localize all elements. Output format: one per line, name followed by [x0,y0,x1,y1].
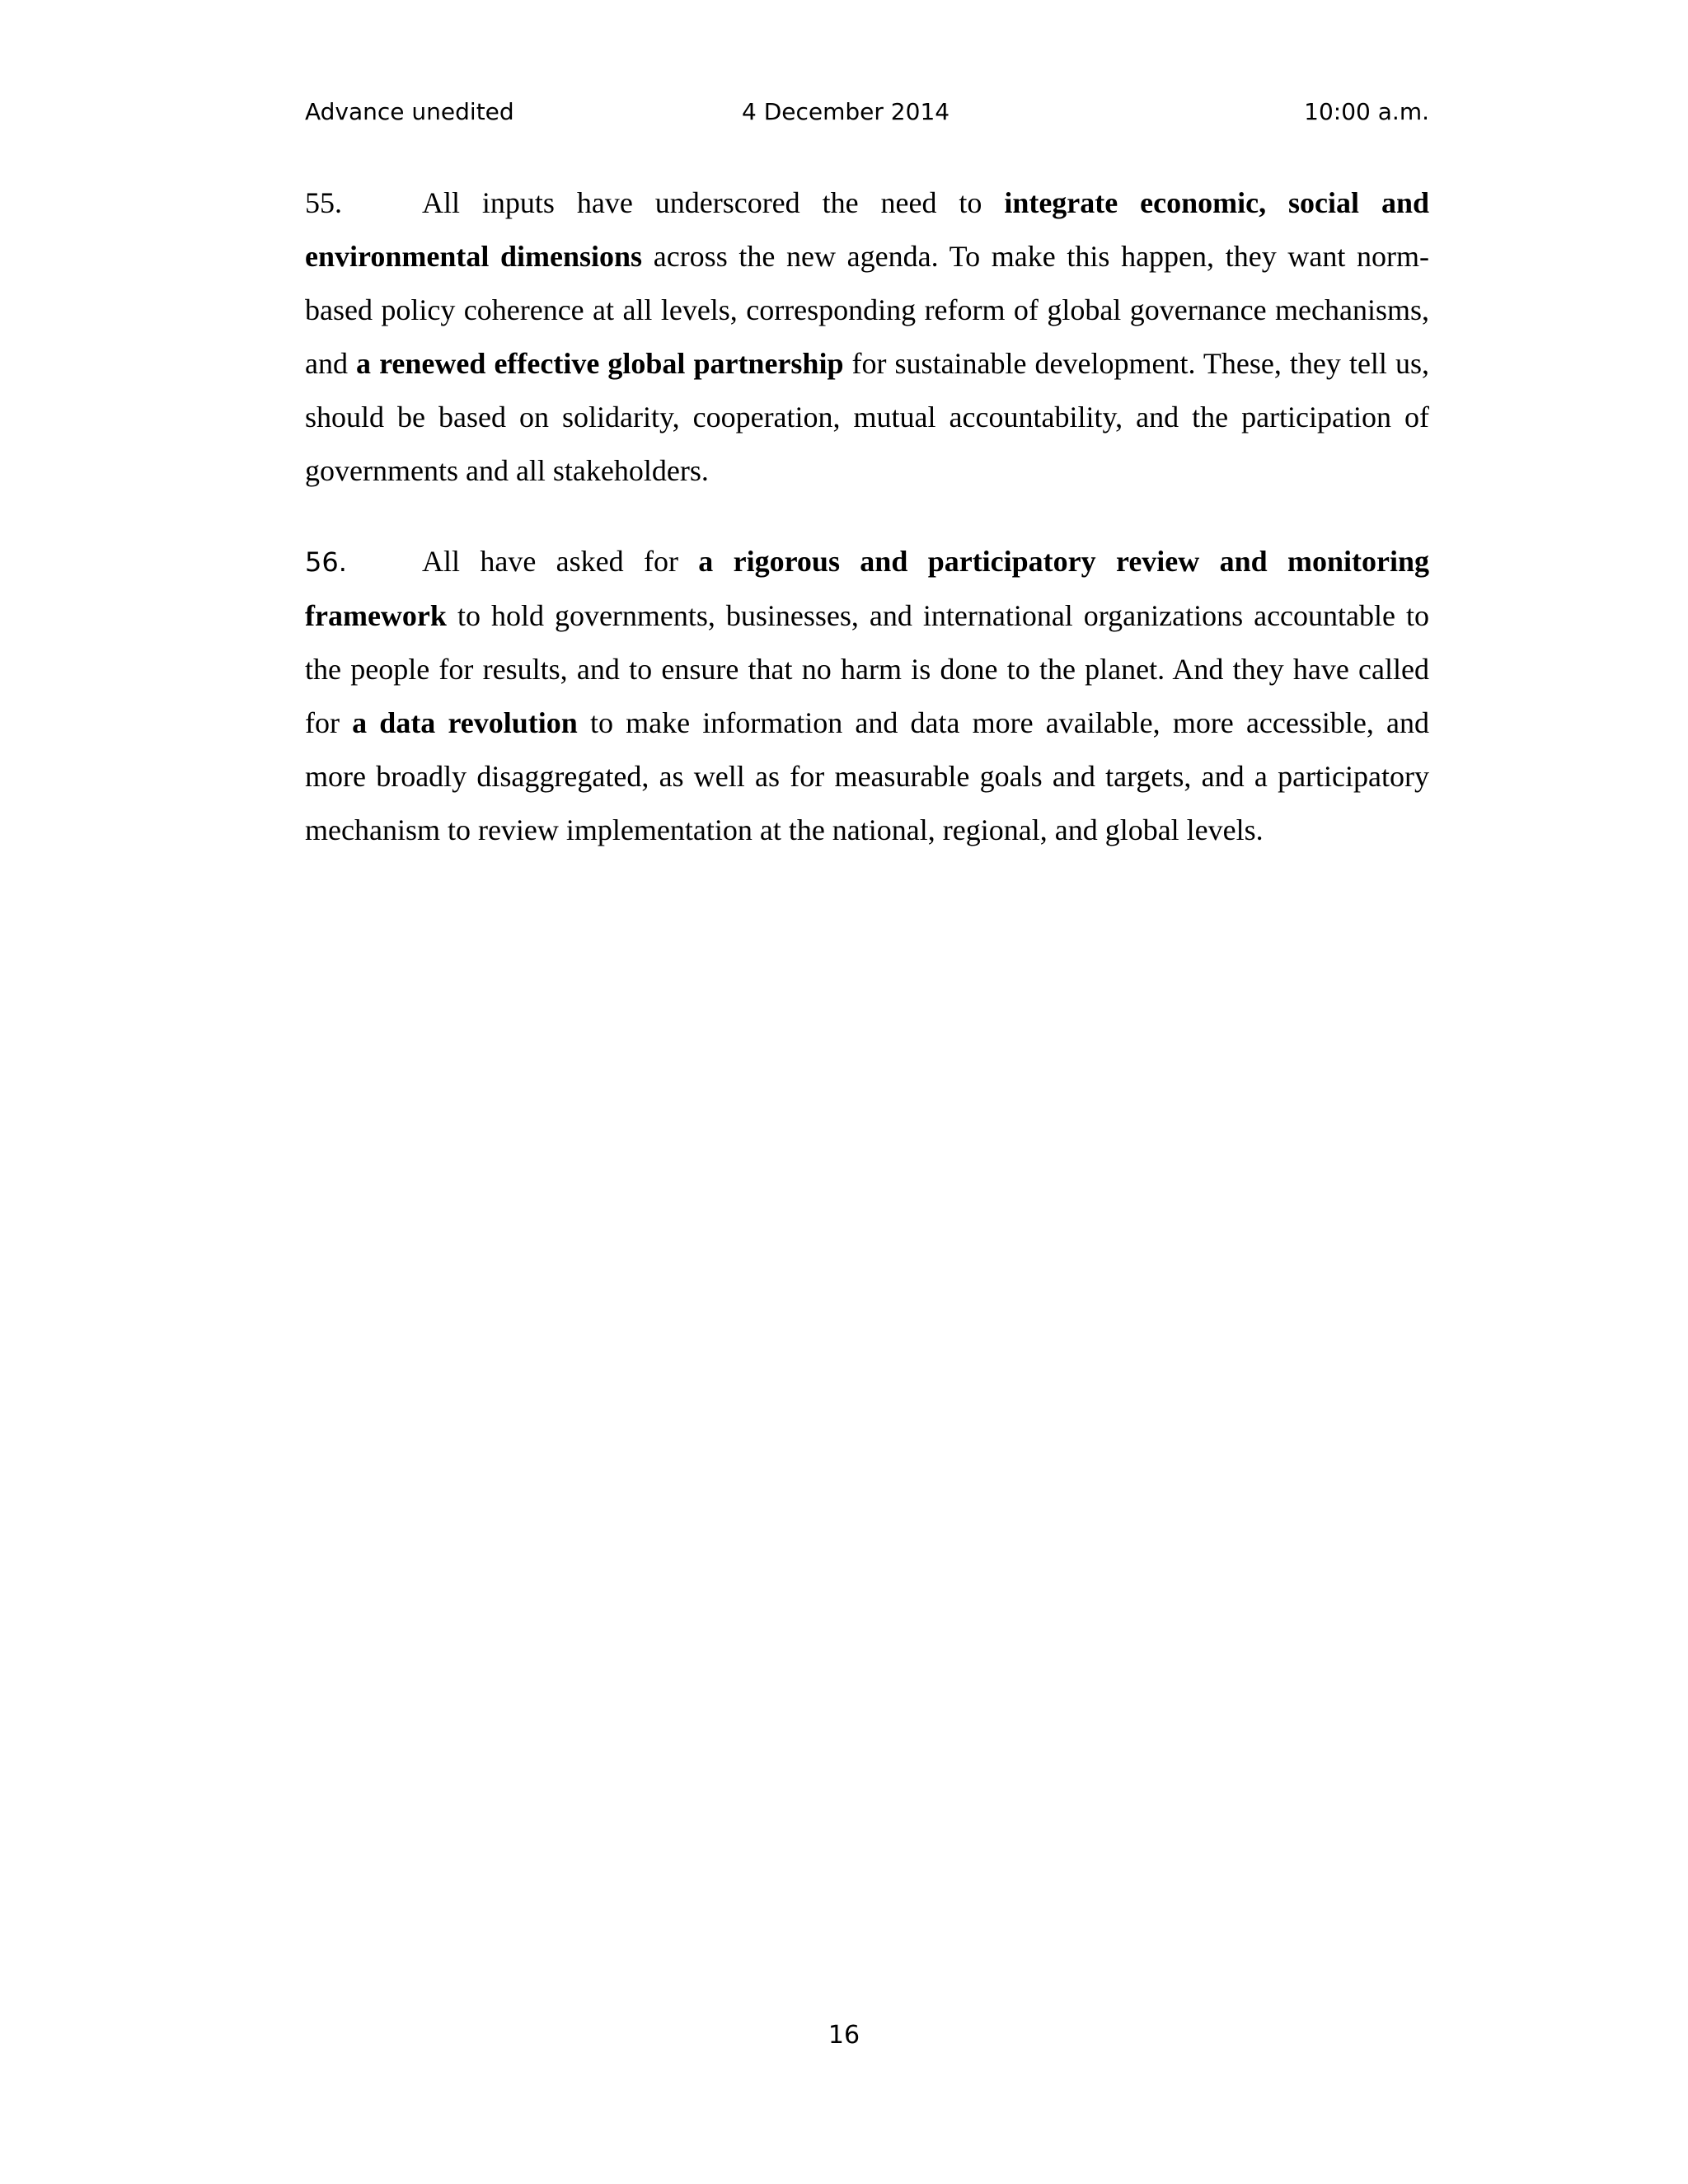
paragraph-number: 56. [305,546,347,578]
paragraph-text: All inputs have underscored the need to [422,186,1005,219]
page-header [305,92,1429,132]
paragraph-text: for sustainable development. These, they tell us, should be based on solidarity, cooperation, mutual accountability, and the participation of governments and all stakeholders. [305,347,1429,487]
paragraph-text: across the new agenda. To make this happen, they want norm-based policy coherence at all levels, corresponding reform of global governance mechanisms, and [305,240,1429,380]
paragraph-emphasis: a rigorous and participatory review and monitoring framework [305,545,1430,632]
paragraph-text: to hold governments, businesses, and international organizations accountable to the people for results, and to ensure that no harm is done to the planet. And they have called for [305,599,1429,739]
paragraph-emphasis: a renewed effective global partnership [356,347,844,380]
paragraph-emphasis: a data revolution [352,706,578,739]
paragraph-56 [305,535,1429,857]
header-status: Advance unedited [305,98,514,125]
paragraph-text: to make information and data more available, more accessible, and more broadly disaggregated, as well as for measurable goals and targets, and a participatory mechanism to review implementation at the national, regional, and global levels. [305,706,1429,846]
header-time: 10:00 a.m. [1304,98,1429,125]
paragraph-emphasis: integrate economic, social and environmental dimensions [305,186,1430,273]
paragraph-number: 55. [305,186,342,219]
document-body [305,176,1429,894]
page-number: 16 [828,2021,860,2050]
paragraph-55 [305,176,1429,498]
header-date: 4 December 2014 [742,98,950,125]
page-footer [0,2016,1688,2055]
paragraph-text: All have asked for [422,545,699,578]
